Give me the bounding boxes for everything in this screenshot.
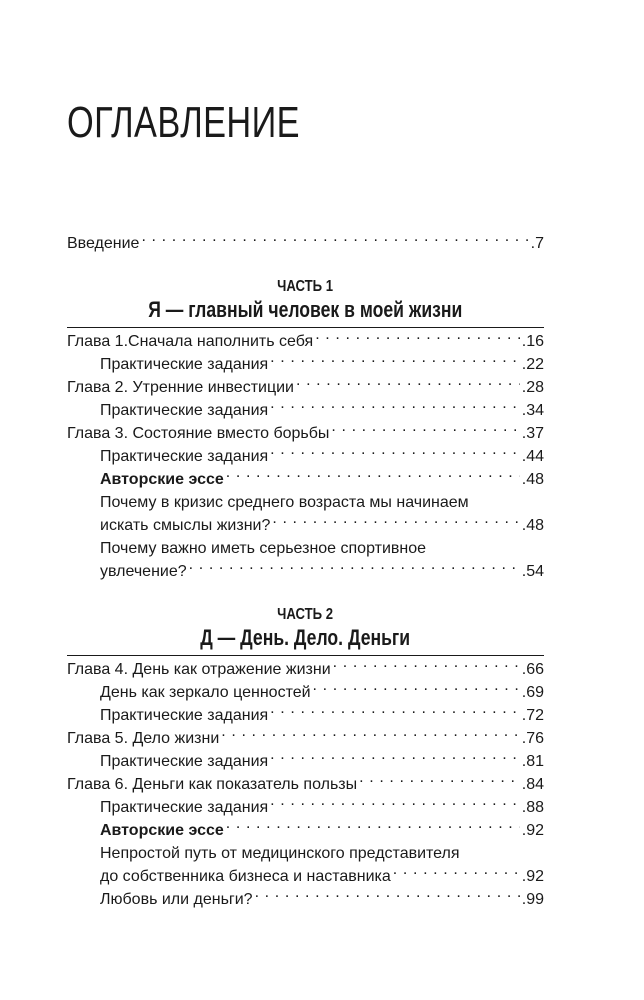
page-title: ОГЛАВЛЕНИЕ: [67, 98, 300, 147]
part-2-heading: [67, 605, 544, 651]
toc-entry-intro[interactable]: [67, 232, 544, 255]
part-title: Я — главный человек в моей жизни: [148, 297, 463, 322]
toc-entry[interactable]: [67, 422, 544, 445]
dot-leader: [270, 796, 520, 812]
dot-leader: [226, 468, 520, 484]
entry-label: Практические задания: [100, 448, 269, 465]
entry-page: .28: [521, 379, 544, 396]
entry-page: .7: [530, 235, 544, 252]
toc-entry[interactable]: [67, 888, 544, 911]
entry-page: .44: [521, 448, 544, 465]
dot-leader: [270, 399, 520, 415]
dot-leader: [270, 353, 520, 369]
entry-page: .81: [521, 753, 544, 770]
entry-page: .88: [521, 799, 544, 816]
entry-label: Авторские эссе: [100, 471, 224, 488]
entry-label: искать смыслы жизни?: [100, 517, 271, 534]
toc-entry[interactable]: [67, 773, 544, 796]
entry-page: .22: [521, 356, 544, 373]
entry-label: Практические задания: [100, 707, 269, 724]
entry-label: Глава 5. Дело жизни: [67, 730, 220, 747]
dot-leader: [141, 232, 528, 248]
table-of-contents: [67, 232, 544, 911]
dot-leader: [270, 445, 520, 461]
toc-entry[interactable]: [67, 514, 544, 537]
entry-label: Любовь или деньги?: [100, 891, 253, 908]
dot-leader: [270, 704, 520, 720]
dot-leader: [296, 376, 520, 392]
entry-label: Авторские эссе: [100, 822, 224, 839]
entry-label: Глава 1.Сначала наполнить себя: [67, 333, 314, 350]
dot-leader: [359, 773, 520, 789]
toc-entry[interactable]: [67, 681, 544, 704]
toc-entry[interactable]: [67, 865, 544, 888]
dot-leader: [272, 514, 519, 530]
part-label: ЧАСТЬ 2: [277, 606, 334, 623]
entry-page: .48: [521, 471, 544, 488]
dot-leader: [331, 422, 519, 438]
dot-leader: [270, 750, 520, 766]
entry-label: увлечение?: [100, 563, 187, 580]
entry-label: Глава 6. Деньги как показатель пользы: [67, 776, 358, 793]
toc-entry[interactable]: [67, 727, 544, 750]
toc-entry-line1[interactable]: Почему в кризис среднего возраста мы начинаем: [100, 494, 469, 511]
entry-page: .99: [521, 891, 544, 908]
toc-entry-essays[interactable]: [67, 468, 544, 491]
dot-leader: [333, 658, 520, 674]
toc-entry-line1[interactable]: Непростой путь от медицинского представителя: [100, 845, 460, 862]
dot-leader: [221, 727, 519, 743]
part-title: Д — День. Дело. Деньги: [200, 625, 411, 650]
toc-entry[interactable]: [67, 399, 544, 422]
toc-entry[interactable]: [67, 750, 544, 773]
part-divider: [67, 655, 544, 656]
toc-entry[interactable]: [67, 330, 544, 353]
part-divider: [67, 327, 544, 328]
dot-leader: [313, 681, 520, 697]
toc-entry[interactable]: [67, 376, 544, 399]
entry-page: .34: [521, 402, 544, 419]
toc-entry[interactable]: [67, 445, 544, 468]
entry-page: .54: [521, 563, 544, 580]
entry-label: Практические задания: [100, 402, 269, 419]
part-label: ЧАСТЬ 1: [277, 278, 334, 295]
entry-label: Практические задания: [100, 799, 269, 816]
part-1-heading: [67, 277, 544, 323]
dot-leader: [315, 330, 520, 346]
entry-page: .72: [521, 707, 544, 724]
entry-page: .37: [521, 425, 544, 442]
entry-label: Практические задания: [100, 356, 269, 373]
entry-label: до собственника бизнеса и наставника: [100, 868, 391, 885]
entry-page: .92: [521, 822, 544, 839]
dot-leader: [255, 888, 520, 904]
entry-page: .84: [521, 776, 544, 793]
entry-page: .48: [521, 517, 544, 534]
entry-label: Глава 3. Состояние вместо борьбы: [67, 425, 330, 442]
entry-page: .69: [521, 684, 544, 701]
dot-leader: [189, 560, 520, 576]
entry-label: Глава 2. Утренние инвестиции: [67, 379, 294, 396]
dot-leader: [226, 819, 520, 835]
entry-label: Введение: [67, 235, 140, 252]
toc-entry-essays[interactable]: [67, 819, 544, 842]
entry-page: .76: [521, 730, 544, 747]
entry-page: .92: [521, 868, 544, 885]
toc-entry[interactable]: [67, 796, 544, 819]
entry-page: .16: [521, 333, 544, 350]
toc-entry[interactable]: [67, 658, 544, 681]
toc-entry-line1[interactable]: Почему важно иметь серьезное спортивное: [100, 540, 427, 557]
entry-label: Практические задания: [100, 753, 269, 770]
toc-entry[interactable]: [67, 704, 544, 727]
entry-page: .66: [521, 661, 544, 678]
entry-label: Глава 4. День как отражение жизни: [67, 661, 331, 678]
toc-entry[interactable]: [67, 353, 544, 376]
entry-label: День как зеркало ценностей: [100, 684, 311, 701]
dot-leader: [393, 865, 520, 881]
toc-entry[interactable]: [67, 560, 544, 583]
